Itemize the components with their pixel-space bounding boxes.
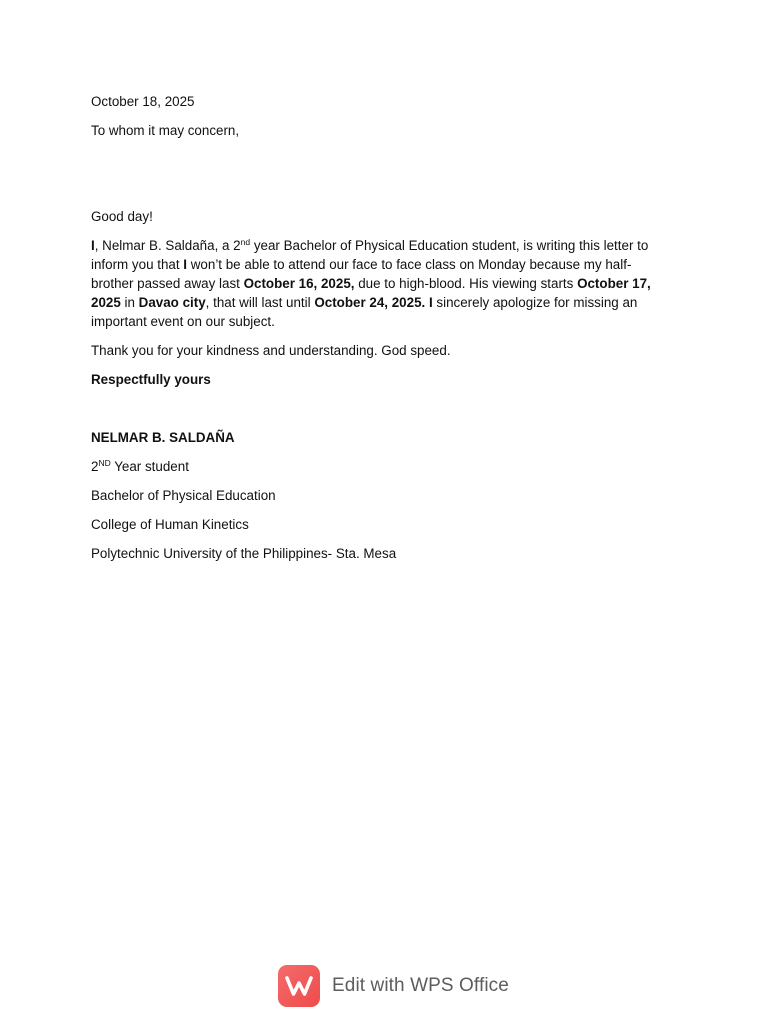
paragraph-text: in — [120, 295, 139, 310]
paragraph-text: , that will last until — [205, 295, 315, 310]
date-passed-away: October 16, 2025, — [243, 276, 355, 291]
year-ordinal-suffix: ND — [98, 458, 111, 468]
paragraph-text: year Bachelor of Physical Education student, is writing this letter to inform you that — [91, 238, 649, 272]
wps-logo-icon[interactable] — [278, 965, 320, 1007]
letter-salutation: To whom it may concern, — [91, 123, 240, 138]
wps-edit-banner[interactable] — [278, 964, 509, 1008]
paragraph-text: sincerely apologize for missing an important event on our subject. — [91, 295, 638, 329]
ordinal-suffix: nd — [240, 237, 251, 247]
paragraph-text: due to high-blood. His viewing starts — [354, 276, 578, 291]
letter-main-paragraph — [91, 236, 671, 331]
letter-greeting: Good day! — [91, 209, 153, 224]
year-number: 2 — [91, 459, 99, 474]
paragraph-text: won’t be able to attend our face to face class on Monday because my half-brother passed away last — [91, 257, 632, 291]
year-label: Year student — [110, 459, 189, 474]
letter-closing: Respectfully yours — [91, 372, 211, 387]
date-viewing-end: October 24, 2025. I — [314, 295, 433, 310]
letter-date: October 18, 2025 — [91, 94, 195, 109]
signature-year — [91, 457, 671, 476]
pronoun-i: I — [91, 238, 95, 253]
paragraph-text: , Nelmar B. Saldaña, a 2 — [94, 238, 241, 253]
letter-body — [91, 92, 671, 573]
viewing-city: Davao city — [138, 295, 206, 310]
signature-university: Polytechnic University of the Philippines- Sta. Mesa — [91, 546, 397, 561]
date-viewing-start: October 17, 2025 — [91, 276, 651, 310]
signature-name: NELMAR B. SALDAÑA — [91, 430, 235, 445]
letter-thanks: Thank you for your kindness and understanding. God speed. — [91, 343, 451, 358]
wps-edit-label[interactable]: Edit with WPS Office — [332, 975, 509, 996]
signature-program: Bachelor of Physical Education — [91, 488, 276, 503]
signature-college: College of Human Kinetics — [91, 517, 249, 532]
pronoun-i: I — [183, 257, 188, 272]
